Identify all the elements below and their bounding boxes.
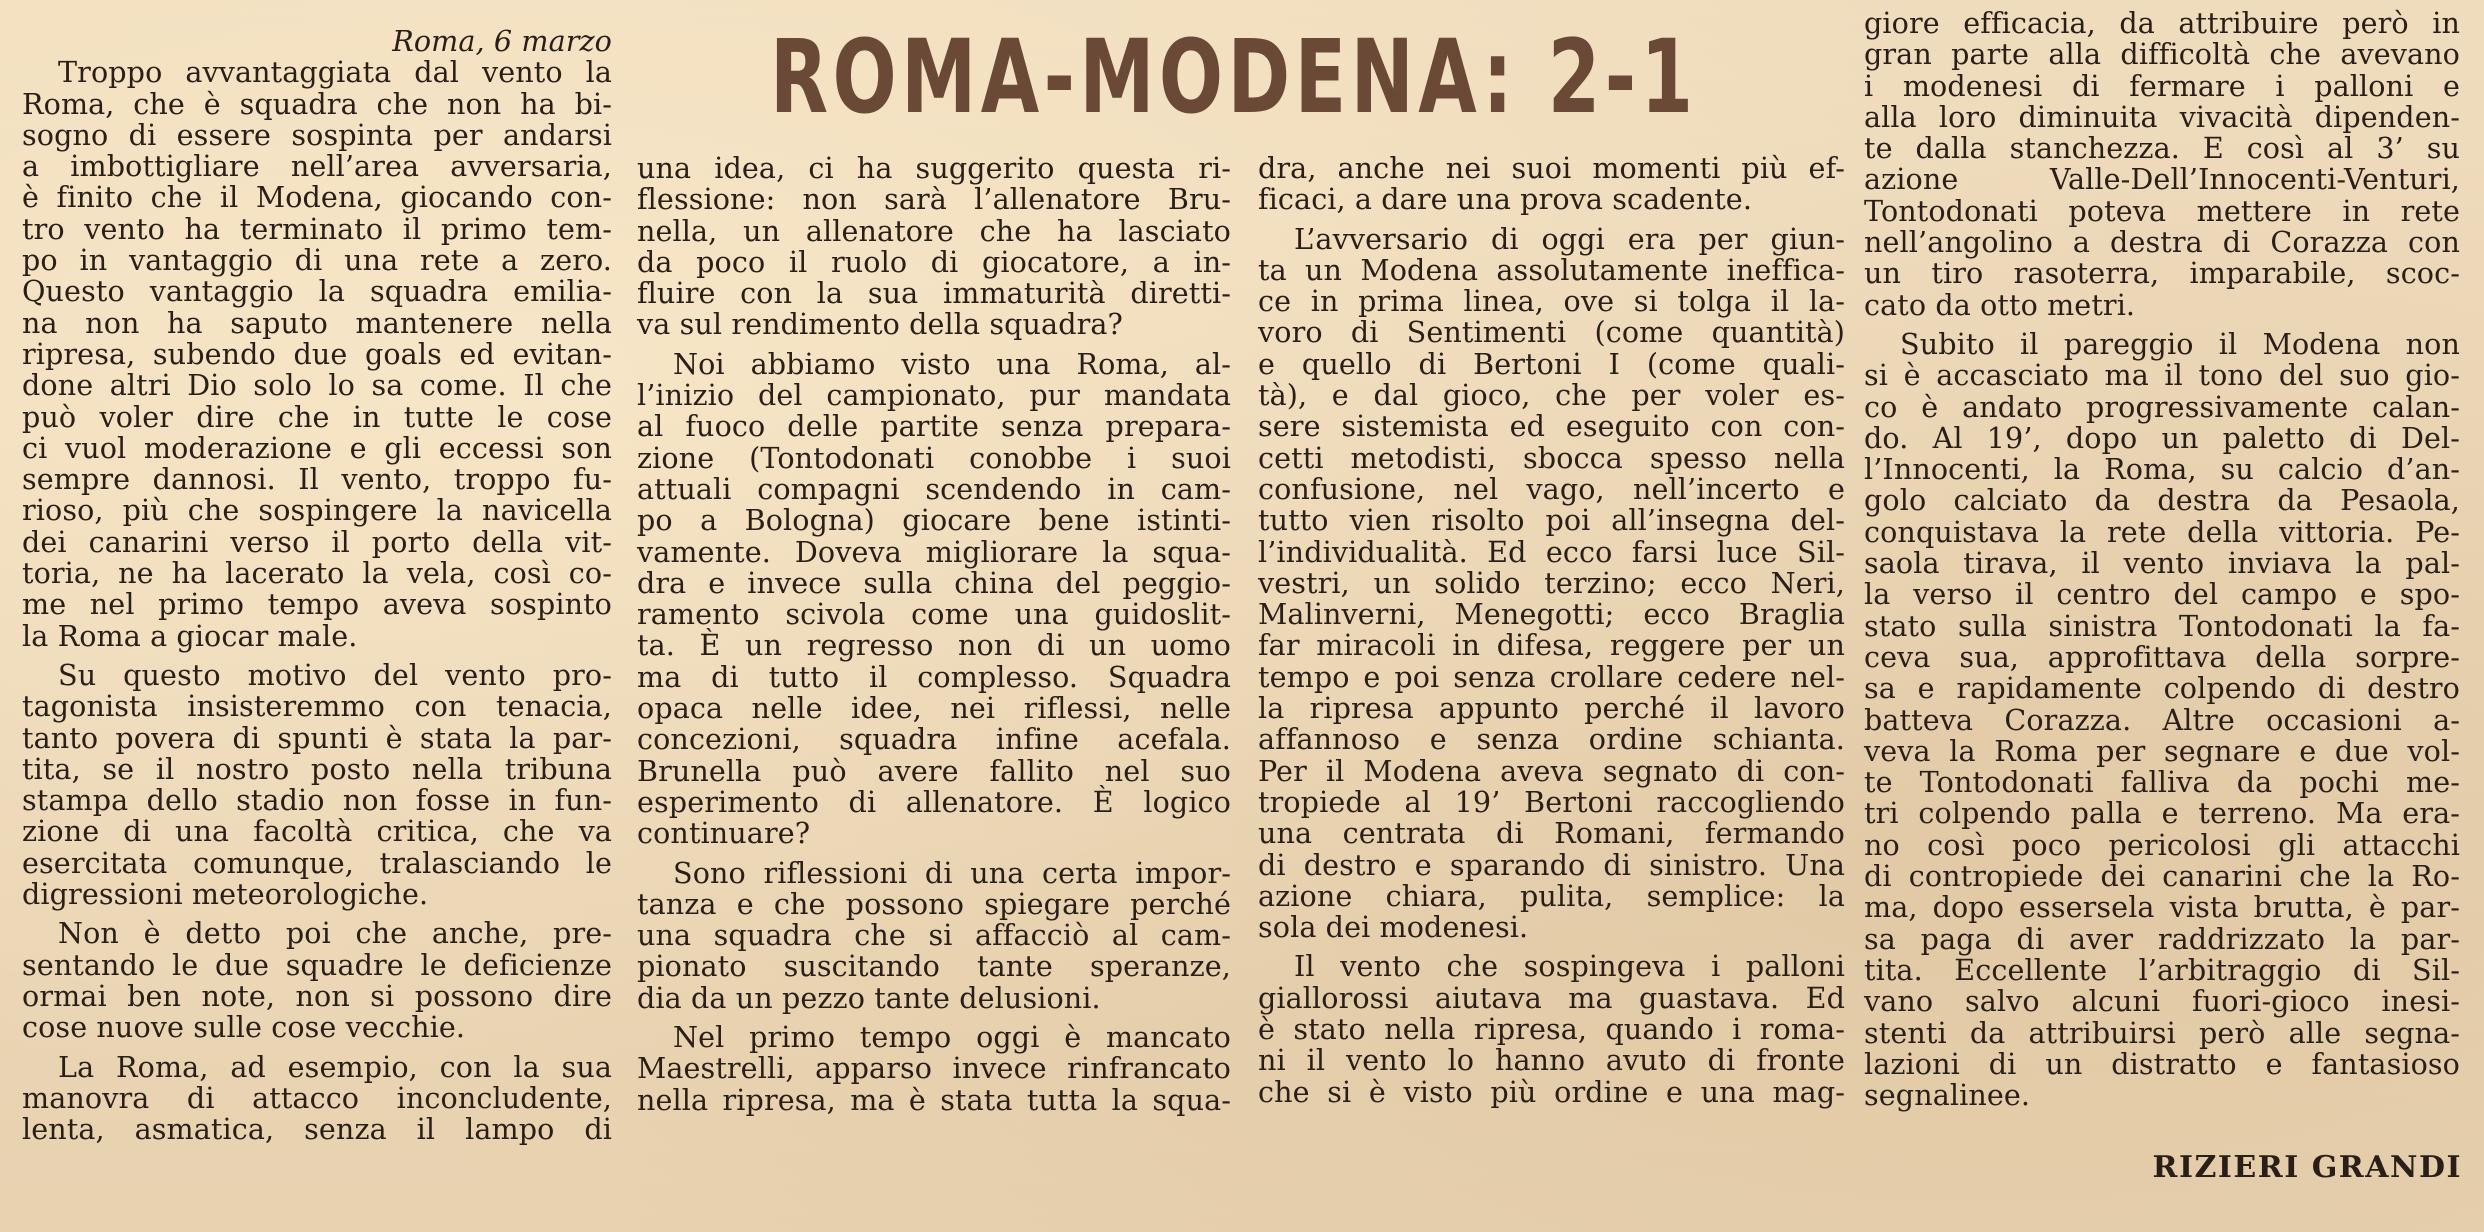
article-column-4 bbox=[1864, 8, 2460, 1111]
text-line: a imbottigliare nell’area avversaria, bbox=[22, 149, 612, 184]
text-line: lazioni di un distratto e fantasioso bbox=[1864, 1046, 2460, 1081]
text-line: affannoso e senza ordine schianta. bbox=[1258, 722, 1845, 757]
text-line: ta un Modena assolutamente ineffica- bbox=[1258, 252, 1845, 287]
text-line: rioso, più che sospingere la navicella bbox=[22, 493, 612, 528]
text-line: tropiede al 19’ Bertoni raccogliendo bbox=[1258, 784, 1845, 819]
text-line: ma di tutto il complesso. Squadra bbox=[637, 659, 1231, 694]
text-line: digressioni meteorologiche. bbox=[22, 877, 429, 912]
text-line: vano salvo alcuni fuori-gioco inesi- bbox=[1864, 984, 2460, 1019]
text-line: te dalla stanchezza. E così al 3’ su bbox=[1864, 131, 2460, 166]
text-line: veva la Roma per segnare e due vol- bbox=[1864, 733, 2460, 768]
text-line: Il vento che sospingeva i palloni bbox=[1294, 949, 1845, 984]
text-line: cato da otto metri. bbox=[1864, 287, 2136, 322]
text-line: segnalinee. bbox=[1864, 1078, 2031, 1113]
text-line: L’avversario di oggi era per giun- bbox=[1294, 221, 1845, 256]
text-line: concezioni, squadra infine acefala. bbox=[637, 722, 1231, 757]
text-line: l’Innocenti, la Roma, su calcio d’an- bbox=[1864, 452, 2460, 487]
text-line: attuali compagni scendendo in cam- bbox=[637, 471, 1231, 506]
text-line: manovra di attacco inconcludente, bbox=[22, 1080, 612, 1115]
text-line: Nel primo tempo oggi è mancato bbox=[673, 1020, 1231, 1055]
text-line: po a Bologna) giocare bene istinti- bbox=[637, 503, 1231, 538]
text-line: ma, dopo essersela vista brutta, è par- bbox=[1864, 890, 2460, 925]
text-line: sere sistemista ed eseguito con con- bbox=[1258, 409, 1845, 444]
text-line: nell’angolino a destra di Corazza con bbox=[1864, 225, 2460, 260]
text-line: do. Al 19’, dopo un paletto di Del- bbox=[1864, 420, 2460, 455]
text-line: la verso il centro del campo e spo- bbox=[1864, 577, 2460, 612]
text-line: la ripresa appunto perché il lavoro bbox=[1258, 691, 1845, 726]
text-line: Tontodonati poteva mettere in rete bbox=[1864, 193, 2460, 228]
text-line: zione (Tontodonati conobbe i suoi bbox=[637, 440, 1231, 475]
text-line: da poco il ruolo di giocatore, a in- bbox=[637, 244, 1231, 279]
text-line: golo calciato da destra da Pesaola, bbox=[1864, 483, 2460, 518]
text-line: esperimento di allenatore. È logico bbox=[637, 784, 1231, 819]
text-line: stampa dello stadio non fosse in fun- bbox=[22, 783, 612, 818]
text-line: po in vantaggio di una rete a zero. bbox=[22, 243, 612, 278]
article-column-2 bbox=[637, 153, 1231, 1116]
text-line: l’individualità. Ed ecco farsi luce Sil- bbox=[1258, 534, 1845, 569]
text-line: ramento scivola come una guidoslit- bbox=[637, 597, 1231, 632]
text-line: una idea, ci ha suggerito questa ri- bbox=[637, 151, 1231, 185]
text-line: Noi abbiamo visto una Roma, al- bbox=[673, 346, 1231, 381]
text-line: è finito che il Modena, giocando con- bbox=[22, 180, 612, 215]
text-line: tro vento ha terminato il primo tem- bbox=[22, 211, 612, 246]
text-line: vestri, un solido terzino; ecco Neri, bbox=[1258, 565, 1845, 600]
text-line: di contropiede dei canarini che la Ro- bbox=[1864, 859, 2460, 894]
text-line: la Roma a giocar male. bbox=[22, 618, 358, 653]
text-line: dra, anche nei suoi momenti più ef- bbox=[1258, 151, 1845, 185]
text-line: co è andato progressivamente calan- bbox=[1864, 389, 2460, 424]
text-line: vamente. Doveva migliorare la squa- bbox=[637, 534, 1231, 569]
text-line: sogno di essere sospinta per andarsi bbox=[22, 117, 612, 152]
text-line: tanto povera di spunti è stata la par- bbox=[22, 720, 612, 755]
byline: RIZIERI GRANDI bbox=[2152, 1150, 2462, 1185]
text-line: può voler dire che in tutte le cose bbox=[22, 399, 612, 434]
text-line: sa e rapidamente colpendo di destro bbox=[1864, 671, 2460, 706]
text-line: un tiro rasoterra, imparabile, scoc- bbox=[1864, 256, 2460, 291]
text-line: cetti metodisti, sbocca spesso nella bbox=[1258, 440, 1845, 475]
text-line: stato sulla sinistra Tontodonati la fa- bbox=[1864, 608, 2460, 643]
headline: ROMA-MODENA: 2-1 bbox=[770, 18, 1698, 137]
text-line: far miracoli in difesa, reggere per un bbox=[1258, 628, 1845, 663]
text-line: Sono riflessioni di una certa impor- bbox=[673, 855, 1231, 890]
text-line: l’inizio del campionato, pur mandata bbox=[637, 378, 1231, 413]
text-line: tita. Eccellente l’arbitraggio di Sil- bbox=[1864, 952, 2460, 987]
text-line: di destro e sparando di sinistro. Una bbox=[1258, 847, 1845, 882]
text-line: me nel primo tempo aveva sospinto bbox=[22, 587, 612, 622]
text-line: stenti da attribuirsi però alle segna- bbox=[1864, 1015, 2460, 1050]
text-line: lenta, asmatica, senza il lampo di bbox=[22, 1112, 612, 1147]
text-line: dei canarini verso il porto della vit- bbox=[22, 524, 612, 559]
text-line: ce in prima linea, ove si tolga il la- bbox=[1258, 284, 1845, 319]
text-line: saola tirava, il vento inviava la pal- bbox=[1864, 546, 2460, 581]
text-line: si è accasciato ma il tono del suo gio- bbox=[1864, 358, 2460, 393]
text-line: i modenesi di fermare i palloni e bbox=[1864, 68, 2460, 103]
text-line: continuare? bbox=[637, 816, 811, 851]
text-line: conquistava la rete della vittoria. Pe- bbox=[1864, 514, 2460, 549]
text-line: tagonista insisteremmo con tenacia, bbox=[22, 689, 612, 724]
text-line: Subito il pareggio il Modena non bbox=[1900, 326, 2460, 361]
text-line: Su questo motivo del vento pro- bbox=[58, 657, 612, 692]
text-line: Non è detto poi che anche, pre- bbox=[58, 916, 612, 951]
text-line: zione di una facoltà critica, che va bbox=[22, 814, 612, 849]
text-line: tempo e poi senza crollare cedere nel- bbox=[1258, 659, 1845, 694]
text-line: sempre dannosi. Il vento, troppo fu- bbox=[22, 462, 612, 497]
text-line: toria, ne ha lacerato la vela, così co- bbox=[22, 556, 612, 591]
text-line: Questo vantaggio la squadra emilia- bbox=[22, 274, 612, 309]
text-line: tita, se il nostro posto nella tribuna bbox=[22, 751, 612, 786]
text-line: dia da un pezzo tante delusioni. bbox=[637, 980, 1101, 1015]
text-line: Per il Modena aveva segnato di con- bbox=[1258, 753, 1845, 788]
text-line: va sul rendimento della squadra? bbox=[637, 307, 1123, 342]
text-line: na non ha saputo mantenere nella bbox=[22, 305, 612, 340]
text-line: tanza e che possono spiegare perché bbox=[637, 886, 1231, 921]
text-line: te Tontodonati falliva da pochi me- bbox=[1864, 765, 2460, 800]
text-line: sentando le due squadre le deficienze bbox=[22, 947, 612, 982]
text-line: ni il vento lo hanno avuto di fronte bbox=[1258, 1043, 1845, 1078]
text-line: dra e invece sulla china del peggio- bbox=[637, 565, 1231, 600]
text-line: cose nuove sulle cose vecchie. bbox=[22, 1010, 466, 1045]
text-line: done altri Dio solo lo sa come. Il che bbox=[22, 368, 612, 403]
text-line: giore efficacia, da attribuire però in bbox=[1864, 6, 2460, 40]
text-line: ormai ben note, non si possono dire bbox=[22, 978, 612, 1013]
text-line: flessione: non sarà l’allenatore Bru- bbox=[637, 182, 1231, 217]
text-line: Roma, che è squadra che non ha bi- bbox=[22, 86, 612, 121]
text-line: nella ripresa, ma è stata tutta la squa- bbox=[637, 1082, 1231, 1117]
text-line: ci vuol moderazione e gli eccessi son bbox=[22, 430, 612, 465]
article-column-1 bbox=[22, 26, 612, 1145]
text-line: tri colpendo palla e terreno. Ma era- bbox=[1864, 796, 2460, 831]
text-line: confusione, nel vago, nell’incerto e bbox=[1258, 471, 1845, 506]
text-line: Maestrelli, apparso invece rinfrancato bbox=[637, 1051, 1231, 1086]
text-line: no così poco pericolosi gli attacchi bbox=[1864, 827, 2460, 862]
text-line: è stato nella ripresa, quando i roma- bbox=[1258, 1012, 1845, 1047]
dateline: Roma, 6 marzo bbox=[392, 24, 612, 58]
text-line: nella, un allenatore che ha lasciato bbox=[637, 213, 1231, 248]
text-line: Malinverni, Menegotti; ecco Braglia bbox=[1258, 597, 1845, 632]
text-line: al fuoco delle partite senza prepara- bbox=[637, 409, 1231, 444]
text-line: pionato suscitando tante speranze, bbox=[637, 949, 1231, 984]
text-line: azione Valle-Dell’Innocenti-Venturi, bbox=[1864, 162, 2460, 197]
text-line: una squadra che si affacciò al cam- bbox=[637, 918, 1231, 953]
text-line: ripresa, subendo due goals ed evitan- bbox=[22, 336, 612, 371]
text-line: sola dei modenesi. bbox=[1258, 910, 1529, 945]
text-line: ta. È un regresso non di un uomo bbox=[637, 628, 1231, 663]
text-line: giallorossi aiutava ma guastava. Ed bbox=[1258, 980, 1845, 1015]
text-line: ceva sua, approfittava della sorpre- bbox=[1864, 639, 2460, 674]
text-line: che si è visto più ordine e una mag- bbox=[1258, 1074, 1845, 1109]
text-line: una centrata di Romani, fermando bbox=[1258, 816, 1845, 851]
text-line: Troppo avvantaggiata dal vento la bbox=[58, 55, 612, 90]
text-line: Brunella può avere fallito nel suo bbox=[637, 753, 1231, 788]
text-line: tutto vien risolto poi all’insegna del- bbox=[1258, 503, 1845, 538]
text-line: La Roma, ad esempio, con la sua bbox=[58, 1049, 612, 1084]
text-line: gran parte alla difficoltà che avevano bbox=[1864, 37, 2460, 72]
text-line: batteva Corazza. Altre occasioni a- bbox=[1864, 702, 2460, 737]
text-line: alla loro diminuita vivacità dipenden- bbox=[1864, 99, 2460, 134]
text-line: sa paga di aver raddrizzato la par- bbox=[1864, 921, 2460, 956]
text-line: esercitata comunque, tralasciando le bbox=[22, 845, 612, 880]
text-line: azione chiara, pulita, semplice: la bbox=[1258, 878, 1845, 913]
text-line: fluire con la sua immaturità diretti- bbox=[637, 276, 1231, 311]
text-line: e quello di Bertoni I (come quali- bbox=[1258, 346, 1845, 381]
text-line: voro di Sentimenti (come quantità) bbox=[1258, 315, 1845, 350]
text-line: tà), e dal gioco, che per voler es- bbox=[1258, 378, 1845, 413]
article-column-3 bbox=[1258, 153, 1845, 1108]
text-line: opaca nelle idee, nei riflessi, nelle bbox=[637, 691, 1231, 726]
text-line: ficaci, a dare una prova scadente. bbox=[1258, 182, 1753, 217]
